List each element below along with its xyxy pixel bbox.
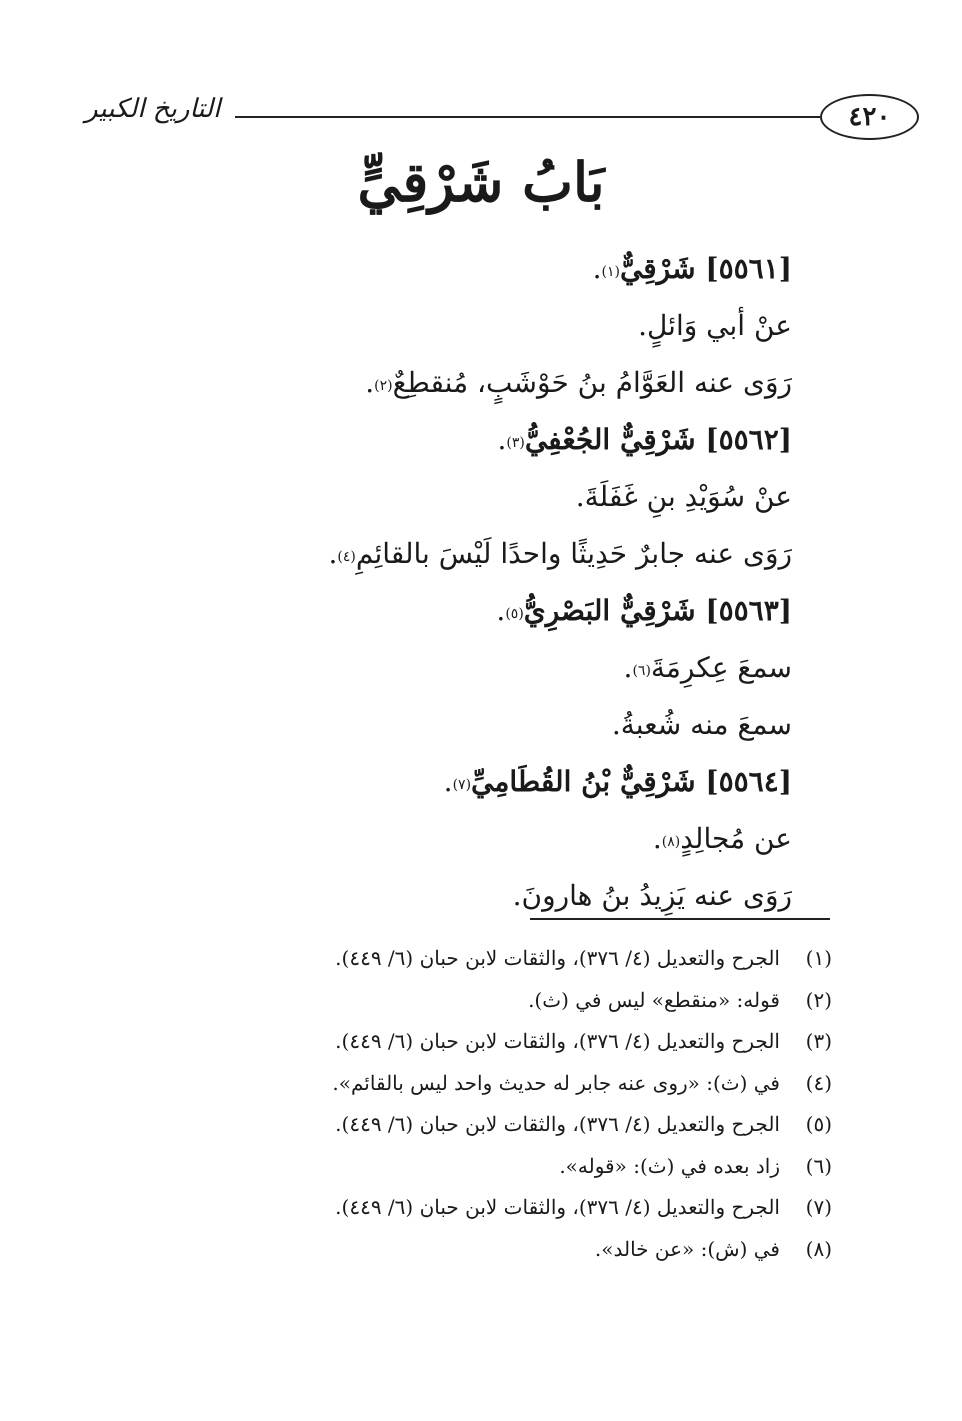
footnote <box>112 1021 832 1063</box>
footnote-ref: (١) <box>601 264 620 280</box>
footnote-number: (٨) <box>805 1236 832 1261</box>
footnote-separator <box>530 918 830 920</box>
entry-line: عنْ أبي وَائلٍ. <box>638 309 792 342</box>
chapter-title: بَابُ شَرْقِيٍّ <box>357 150 605 214</box>
entry-line: عنْ سُوَيْدِ بنِ غَفَلَةَ. <box>575 480 792 513</box>
footnote-ref: (٨) <box>661 834 681 850</box>
footnote-text: في (ش): «عن خالد». <box>594 1236 780 1261</box>
footnote-ref: (٤) <box>337 549 356 565</box>
footnote-ref: (٧) <box>452 777 472 793</box>
footnote-ref: (٣) <box>506 435 525 451</box>
footnote-number: (١) <box>805 946 832 970</box>
footnote <box>112 980 832 1022</box>
footnote-number: (٣) <box>805 1029 832 1053</box>
entry-heading: [٥٥٦٢] شَرْقِيٌّ الجُعْفِيُّ$^{(٣)}$. <box>497 423 792 456</box>
entry-line: سمعَ عِكرِمَةَ$^{(٦)}$. <box>623 651 792 684</box>
footnote-text: الجرح والتعديل (٤/ ٣٧٦)، والثقات لابن حبان (٦/ ٤٤٩). <box>335 946 780 970</box>
footnote <box>112 1063 832 1105</box>
footnote <box>112 938 832 980</box>
entries-body <box>152 240 792 924</box>
footnote-number: (٢) <box>805 987 832 1012</box>
footnote-number: (٦) <box>805 1153 832 1178</box>
footnote-ref: (٦) <box>632 663 651 679</box>
entry-line: رَوَى عنه جابرٌ حَدِيثًا واحدًا لَيْسَ بالقائِمِ$^{(٤)}$. <box>328 537 792 570</box>
footnote <box>112 1187 832 1229</box>
footnote-number: (٥) <box>805 1112 832 1136</box>
entry-heading: [٥٥٦٣] شَرْقِيٌّ البَصْرِيُّ$^{(٥)}$. <box>496 594 792 627</box>
footnote-text: في (ث): «روى عنه جابر له حديث واحد ليس بالقائم». <box>332 1070 780 1095</box>
page-number: ٤٢٠ <box>820 94 919 140</box>
footnote-text: قوله: «منقطع» ليس في (ث). <box>528 987 780 1012</box>
entry-line: رَوَى عنه العَوَّامُ بنُ حَوْشَبٍ، مُنقطِعٌ$^{(٢)}$. <box>365 366 792 399</box>
footnote-ref: (٢) <box>374 378 393 394</box>
footnote <box>112 1146 832 1188</box>
entry-line: سمعَ منه شُعبةُ. <box>611 708 792 741</box>
footnote-text: الجرح والتعديل (٤/ ٣٧٦)، والثقات لابن حبان (٦/ ٤٤٩). <box>335 1029 780 1053</box>
footnote-text: الجرح والتعديل (٤/ ٣٧٦)، والثقات لابن حبان (٦/ ٤٤٩). <box>335 1195 780 1219</box>
footnote-number: (٧) <box>805 1195 832 1219</box>
footnotes <box>112 938 832 1270</box>
entry-line: رَوَى عنه يَزِيدُ بنُ هارونَ. <box>512 879 792 912</box>
footnote-ref: (٥) <box>505 606 524 622</box>
header-rule <box>235 116 820 118</box>
page-header <box>85 92 891 142</box>
entry-heading: [٥٥٦١] شَرْقِيٌّ$^{(١)}$. <box>592 252 792 285</box>
footnote <box>112 1229 832 1271</box>
footnote-text: زاد بعده في (ث): «قوله». <box>559 1153 780 1178</box>
footnote-text: الجرح والتعديل (٤/ ٣٧٦)، والثقات لابن حبان (٦/ ٤٤٩). <box>335 1112 780 1136</box>
running-title: التاريخ الكبير <box>85 94 221 124</box>
footnote-number: (٤) <box>805 1070 832 1095</box>
footnote <box>112 1104 832 1146</box>
entry-heading: [٥٥٦٤] شَرْقِيٌّ بْنُ القُطَامِيِّ$^{(٧)}$. <box>443 765 792 798</box>
entry-line: عن مُجالِدٍ$^{(٨)}$. <box>652 822 792 855</box>
